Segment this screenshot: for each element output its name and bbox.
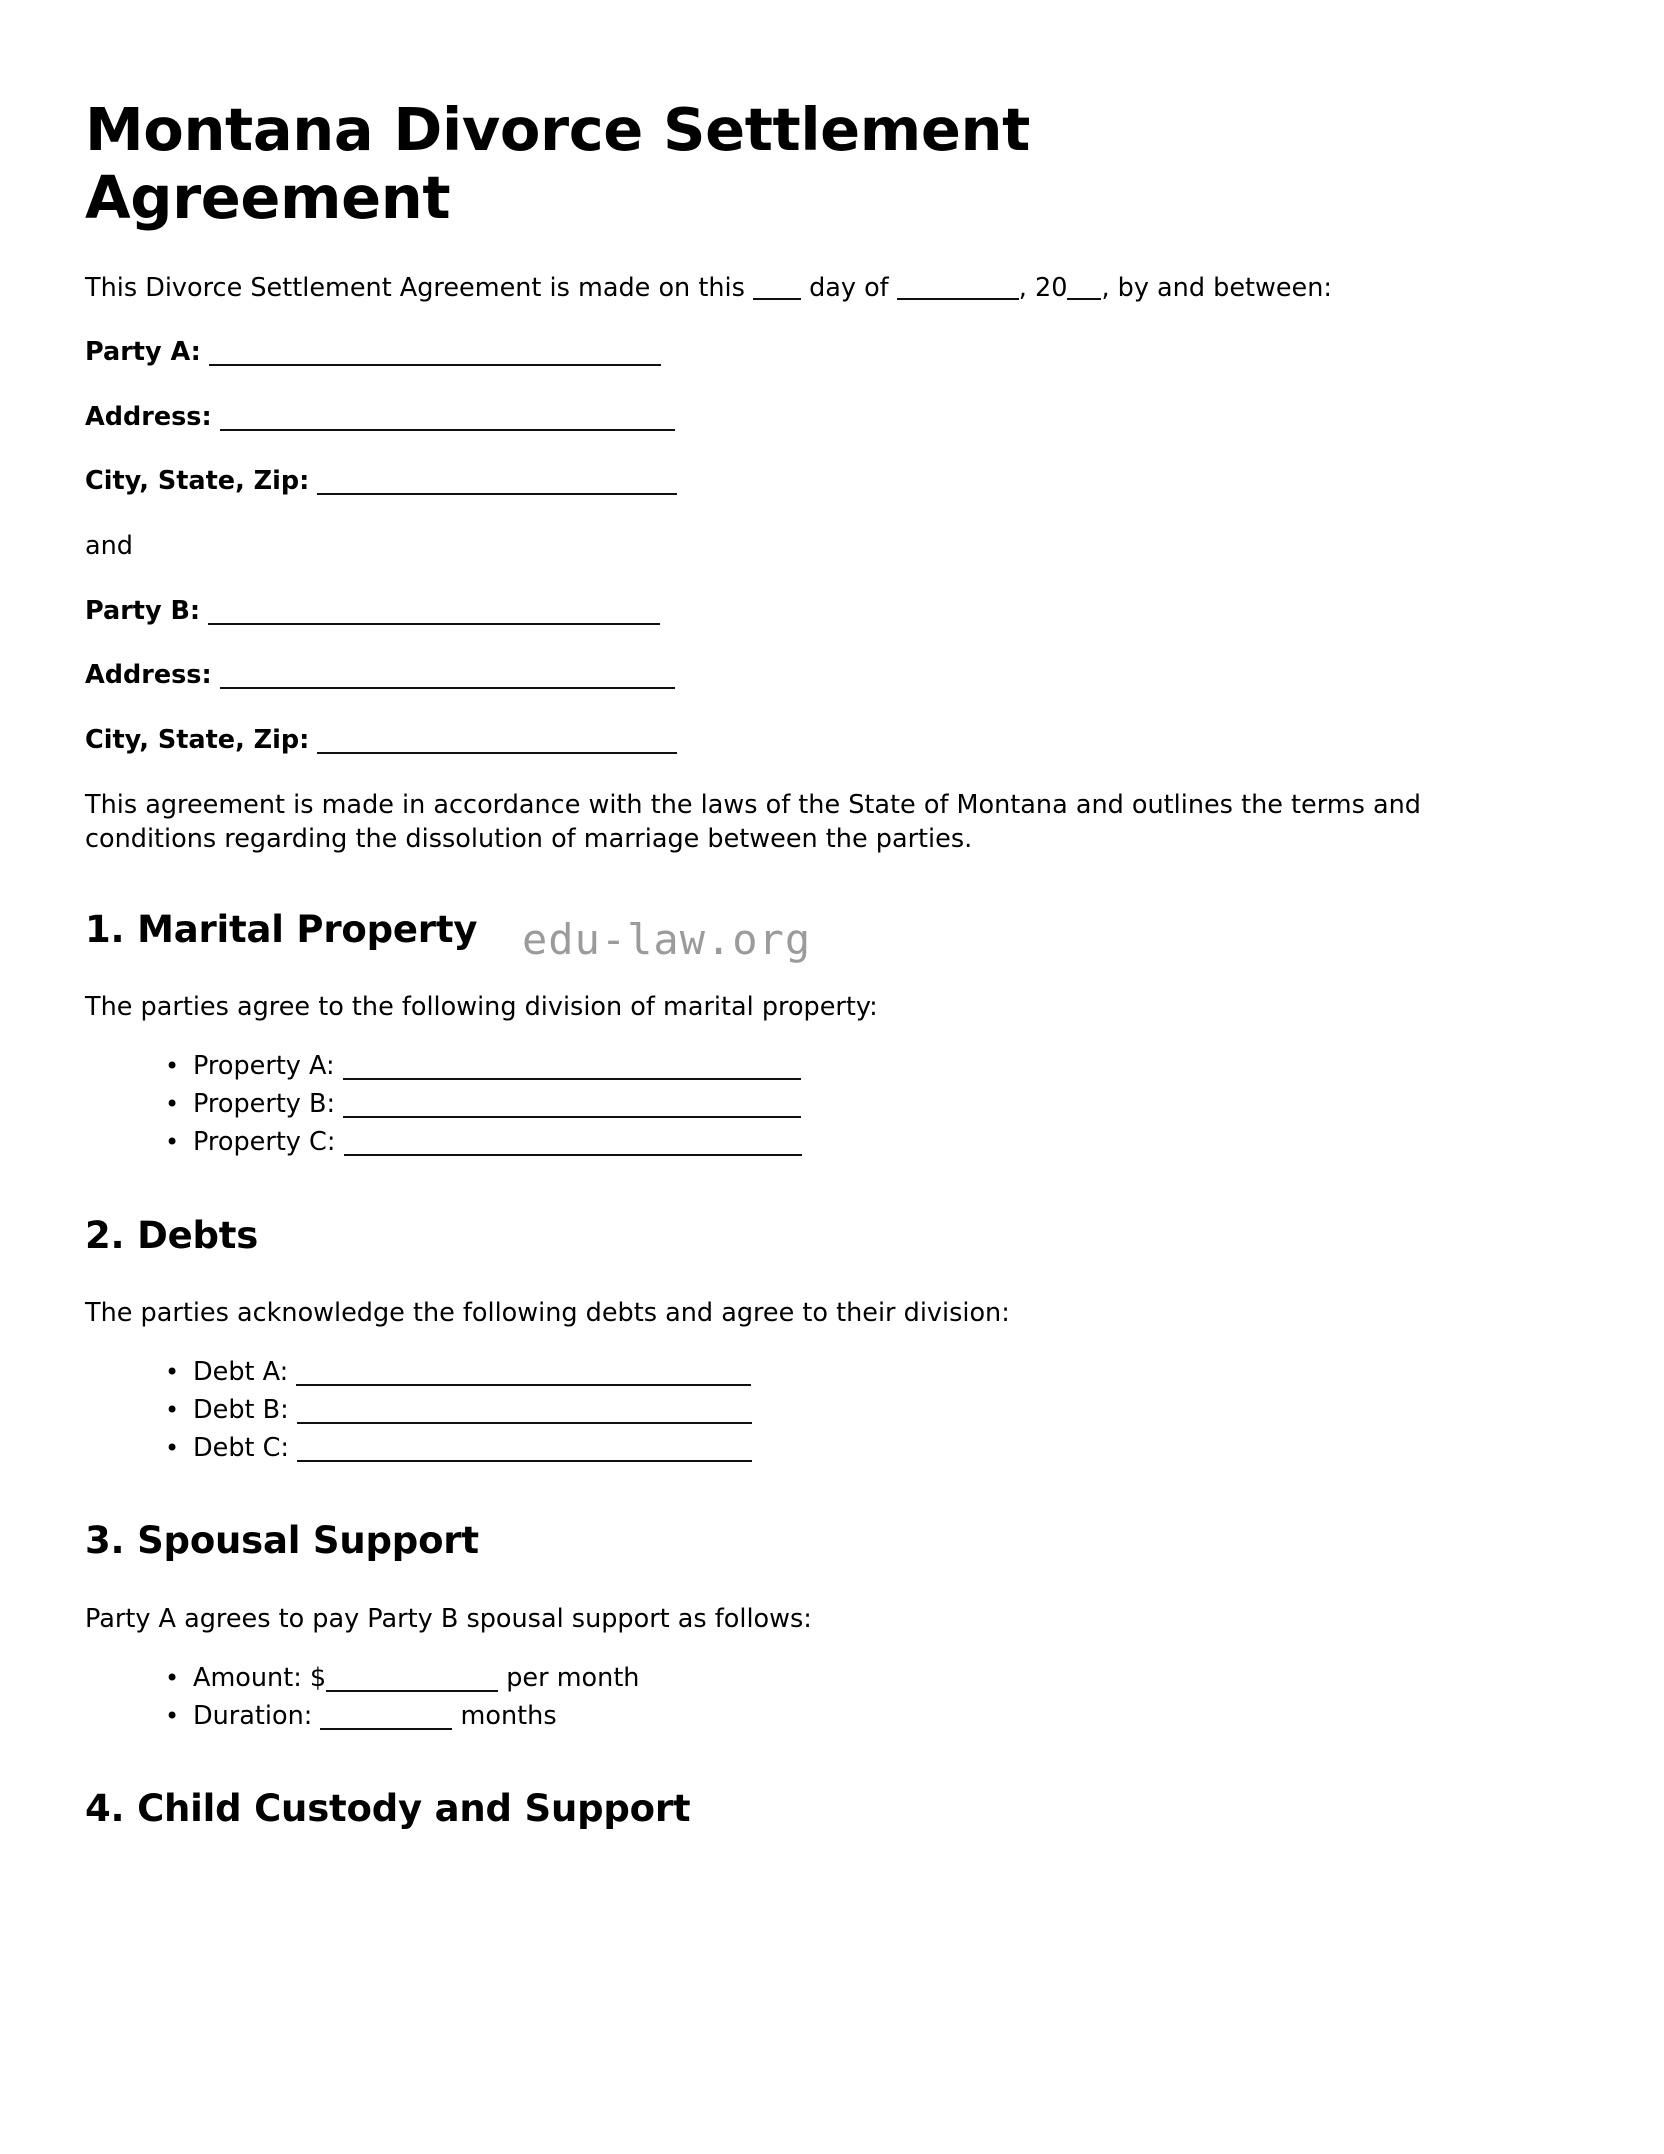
amount-label: Amount: $ <box>193 1662 327 1693</box>
list-item <box>193 1698 1579 1736</box>
list-item <box>193 1086 1579 1124</box>
party-a-city-label: City, State, Zip: <box>85 466 310 497</box>
debt-b-blank <box>297 1402 752 1424</box>
month-blank <box>897 278 1019 300</box>
party-b-address-field <box>85 628 1579 693</box>
duration-suffix: months <box>452 1700 557 1731</box>
property-c-blank <box>344 1134 802 1156</box>
party-a-name-blank <box>209 344 661 366</box>
intro-text-3: , 20 <box>1018 272 1068 303</box>
party-a-address-field <box>85 370 1579 435</box>
marital-property-list <box>85 1024 1579 1161</box>
page-title: Montana Divorce Settlement Agreement <box>85 95 1030 233</box>
debt-c-label: Debt C: <box>193 1432 298 1463</box>
property-a-label: Property A: <box>193 1051 343 1082</box>
party-a-name-label: Party A: <box>85 337 201 368</box>
intro-text-2: day of <box>800 272 897 303</box>
section-debts <box>85 1162 1579 1468</box>
amount-blank <box>326 1670 498 1692</box>
section-heading-debts: 2. Debts <box>85 1213 259 1257</box>
conjunction-and: and <box>85 531 133 561</box>
party-a-city-field <box>85 434 1579 499</box>
section-spousal-support <box>85 1467 1579 1735</box>
property-c-label: Property C: <box>193 1126 344 1157</box>
party-b-name-field <box>85 564 1579 629</box>
list-item <box>193 1048 1579 1086</box>
property-b-label: Property B: <box>193 1089 344 1120</box>
list-item <box>193 1430 1579 1468</box>
list-item <box>193 1124 1579 1162</box>
governing-law-paragraph: This agreement is made in accordance with the laws of the State of Montana and outlines the terms and conditions regarding the dissolution of marriage between the parties. <box>85 789 1421 854</box>
section-heading-marital-property: 1. Marital Property <box>85 907 478 951</box>
debt-a-label: Debt A: <box>193 1357 297 1388</box>
marital-property-lead: The parties agree to the following division of marital property: <box>85 992 878 1023</box>
debt-a-blank <box>296 1364 751 1386</box>
party-b-city-label: City, State, Zip: <box>85 724 310 755</box>
property-a-blank <box>343 1058 801 1080</box>
list-item <box>193 1660 1579 1698</box>
section-marital-property <box>85 856 1579 1162</box>
party-a-city-blank <box>317 473 677 495</box>
debts-lead: The parties acknowledge the following debts and agree to their division: <box>85 1298 1010 1329</box>
spousal-support-lead: Party A agrees to pay Party B spousal support as follows: <box>85 1603 812 1634</box>
party-b-address-blank <box>220 667 675 689</box>
watermark-edu-law: edu-law.org <box>522 914 812 964</box>
party-b-name-label: Party B: <box>85 595 201 626</box>
debt-b-label: Debt B: <box>193 1394 297 1425</box>
year-blank <box>1067 278 1101 300</box>
spousal-support-list <box>85 1636 1579 1735</box>
debt-c-blank <box>297 1440 752 1462</box>
duration-label: Duration: <box>193 1700 321 1731</box>
party-a-name-field <box>85 305 1579 370</box>
day-blank <box>753 278 801 300</box>
section-heading-spousal-support: 3. Spousal Support <box>85 1519 479 1563</box>
property-b-blank <box>343 1096 801 1118</box>
amount-suffix: per month <box>498 1662 640 1693</box>
section-heading-child-custody: 4. Child Custody and Support <box>85 1787 691 1831</box>
intro-paragraph <box>85 233 1505 305</box>
party-b-city-blank <box>317 732 677 754</box>
list-item <box>193 1392 1579 1430</box>
party-b-city-field <box>85 693 1579 758</box>
party-a-address-blank <box>220 409 675 431</box>
party-a-address-label: Address: <box>85 401 212 432</box>
intro-text-1: This Divorce Settlement Agreement is made on this <box>85 272 753 303</box>
intro-text-4: , by and between: <box>1101 272 1332 303</box>
party-b-address-label: Address: <box>85 660 212 691</box>
duration-blank <box>320 1708 452 1730</box>
list-item <box>193 1354 1579 1392</box>
party-b-name-blank <box>208 603 660 625</box>
section-child-custody <box>85 1735 1579 1831</box>
debts-list <box>85 1330 1579 1467</box>
